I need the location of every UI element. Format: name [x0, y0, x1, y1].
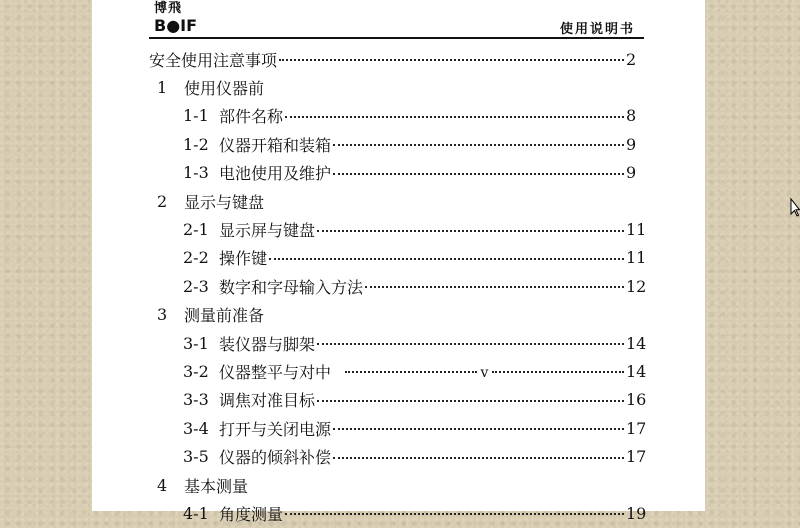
toc-entry-page: 11 [626, 248, 647, 268]
toc-entry-title: 操作键 [219, 249, 268, 269]
dot-leader [492, 371, 624, 373]
toc-entry [149, 386, 647, 414]
toc-entry-title: 仪器的倾斜补偿 [219, 448, 332, 468]
toc-entry-page: 14 [626, 333, 647, 353]
toc-entry-title: 部件名称 [219, 107, 284, 127]
toc-entry-number: 3-4 [183, 418, 209, 438]
toc-entry [149, 102, 644, 130]
toc-entry [149, 244, 647, 272]
toc-entry-title: 安全使用注意事项 [149, 50, 278, 70]
toc-entry-title: 数字和字母输入方法 [219, 277, 364, 297]
toc-entry [149, 329, 647, 357]
toc-entry [149, 45, 644, 73]
toc-entry-page: 9 [626, 134, 637, 154]
toc-entry-number: 2-3 [183, 276, 209, 296]
dot-leader [333, 144, 624, 146]
dot-leader [285, 116, 624, 118]
toc-entry [149, 414, 647, 442]
dot-leader [345, 371, 477, 373]
dot-leader [317, 230, 624, 232]
boif-logo [154, 2, 220, 34]
toc-entry-title: 仪器开箱和装箱 [219, 135, 332, 155]
document-page [92, 0, 705, 524]
toc-entry-page: 19 [626, 503, 647, 523]
toc-entry [149, 272, 647, 300]
toc-entry-page: 12 [626, 276, 647, 296]
dot-leader [317, 400, 624, 402]
dot-leader [279, 59, 624, 61]
toc-entry-title: 调焦对准目标 [219, 391, 316, 411]
toc-entry-number: 1-2 [183, 134, 209, 154]
toc-entry-title: 角度测量 [219, 504, 284, 524]
toc-entry [149, 187, 644, 215]
toc-entry-number: 2-2 [183, 248, 209, 268]
table-of-contents [149, 45, 647, 528]
toc-entry-page: 9 [626, 163, 637, 183]
toc-entry-title: 仪器整平与对中 [219, 362, 332, 382]
toc-entry-title: 测量前准备 [184, 306, 265, 326]
dot-leader [333, 173, 624, 175]
toc-entry-title: 基本测量 [184, 476, 249, 496]
toc-entry-number: 3-3 [183, 390, 209, 410]
dot-leader [333, 457, 624, 459]
mouse-pointer-icon [790, 198, 800, 218]
dot-leader [317, 343, 624, 345]
toc-entry-number: 1 [157, 78, 168, 98]
toc-entry-page: 17 [626, 418, 647, 438]
toc-entry-number: 3 [157, 305, 168, 325]
toc-entry-number: 1-3 [183, 163, 209, 183]
logo-english-text: B●IF [154, 16, 198, 35]
toc-entry-title: 使用仪器前 [184, 79, 265, 99]
toc-entry-number: 4 [157, 475, 168, 495]
toc-entry-number: 3-2 [183, 361, 209, 381]
toc-entry-page: 16 [626, 390, 647, 410]
toc-entry-mark: v [480, 365, 489, 382]
toc-entry [149, 159, 644, 187]
toc-entry-page: 2 [626, 49, 637, 69]
toc-entry-title: 装仪器与脚架 [219, 334, 316, 354]
toc-entry [149, 499, 647, 527]
toc-entry-number: 1-1 [183, 106, 209, 126]
toc-entry [149, 301, 644, 329]
dot-leader [269, 258, 624, 260]
toc-entry [149, 215, 647, 243]
dot-leader [365, 286, 624, 288]
toc-entry [149, 357, 647, 385]
toc-entry-title: 显示与键盘 [184, 192, 265, 212]
toc-entry-number: 3-1 [183, 333, 209, 353]
toc-entry-number: 2-1 [183, 220, 209, 240]
header-rule [149, 37, 644, 39]
toc-entry [149, 73, 644, 101]
toc-entry-page: 8 [626, 106, 637, 126]
toc-entry-title: 显示屏与键盘 [219, 221, 316, 241]
dot-leader [285, 513, 624, 515]
toc-entry [149, 471, 644, 499]
manual-title: 使用说明书 [559, 22, 635, 37]
dot-leader [333, 428, 624, 430]
toc-entry-number: 2 [157, 191, 168, 211]
toc-entry-page: 17 [626, 447, 647, 467]
toc-entry-page: 14 [626, 361, 647, 381]
toc-entry-page: 11 [626, 220, 647, 240]
toc-entry-number: 4-1 [183, 503, 209, 523]
toc-entry-title: 电池使用及维护 [219, 164, 332, 184]
toc-entry-number: 3-5 [183, 447, 209, 467]
logo-chinese-text: 博飛 [154, 1, 183, 16]
toc-entry-title: 打开与关闭电源 [219, 419, 332, 439]
toc-entry [149, 442, 647, 470]
toc-entry [149, 130, 644, 158]
